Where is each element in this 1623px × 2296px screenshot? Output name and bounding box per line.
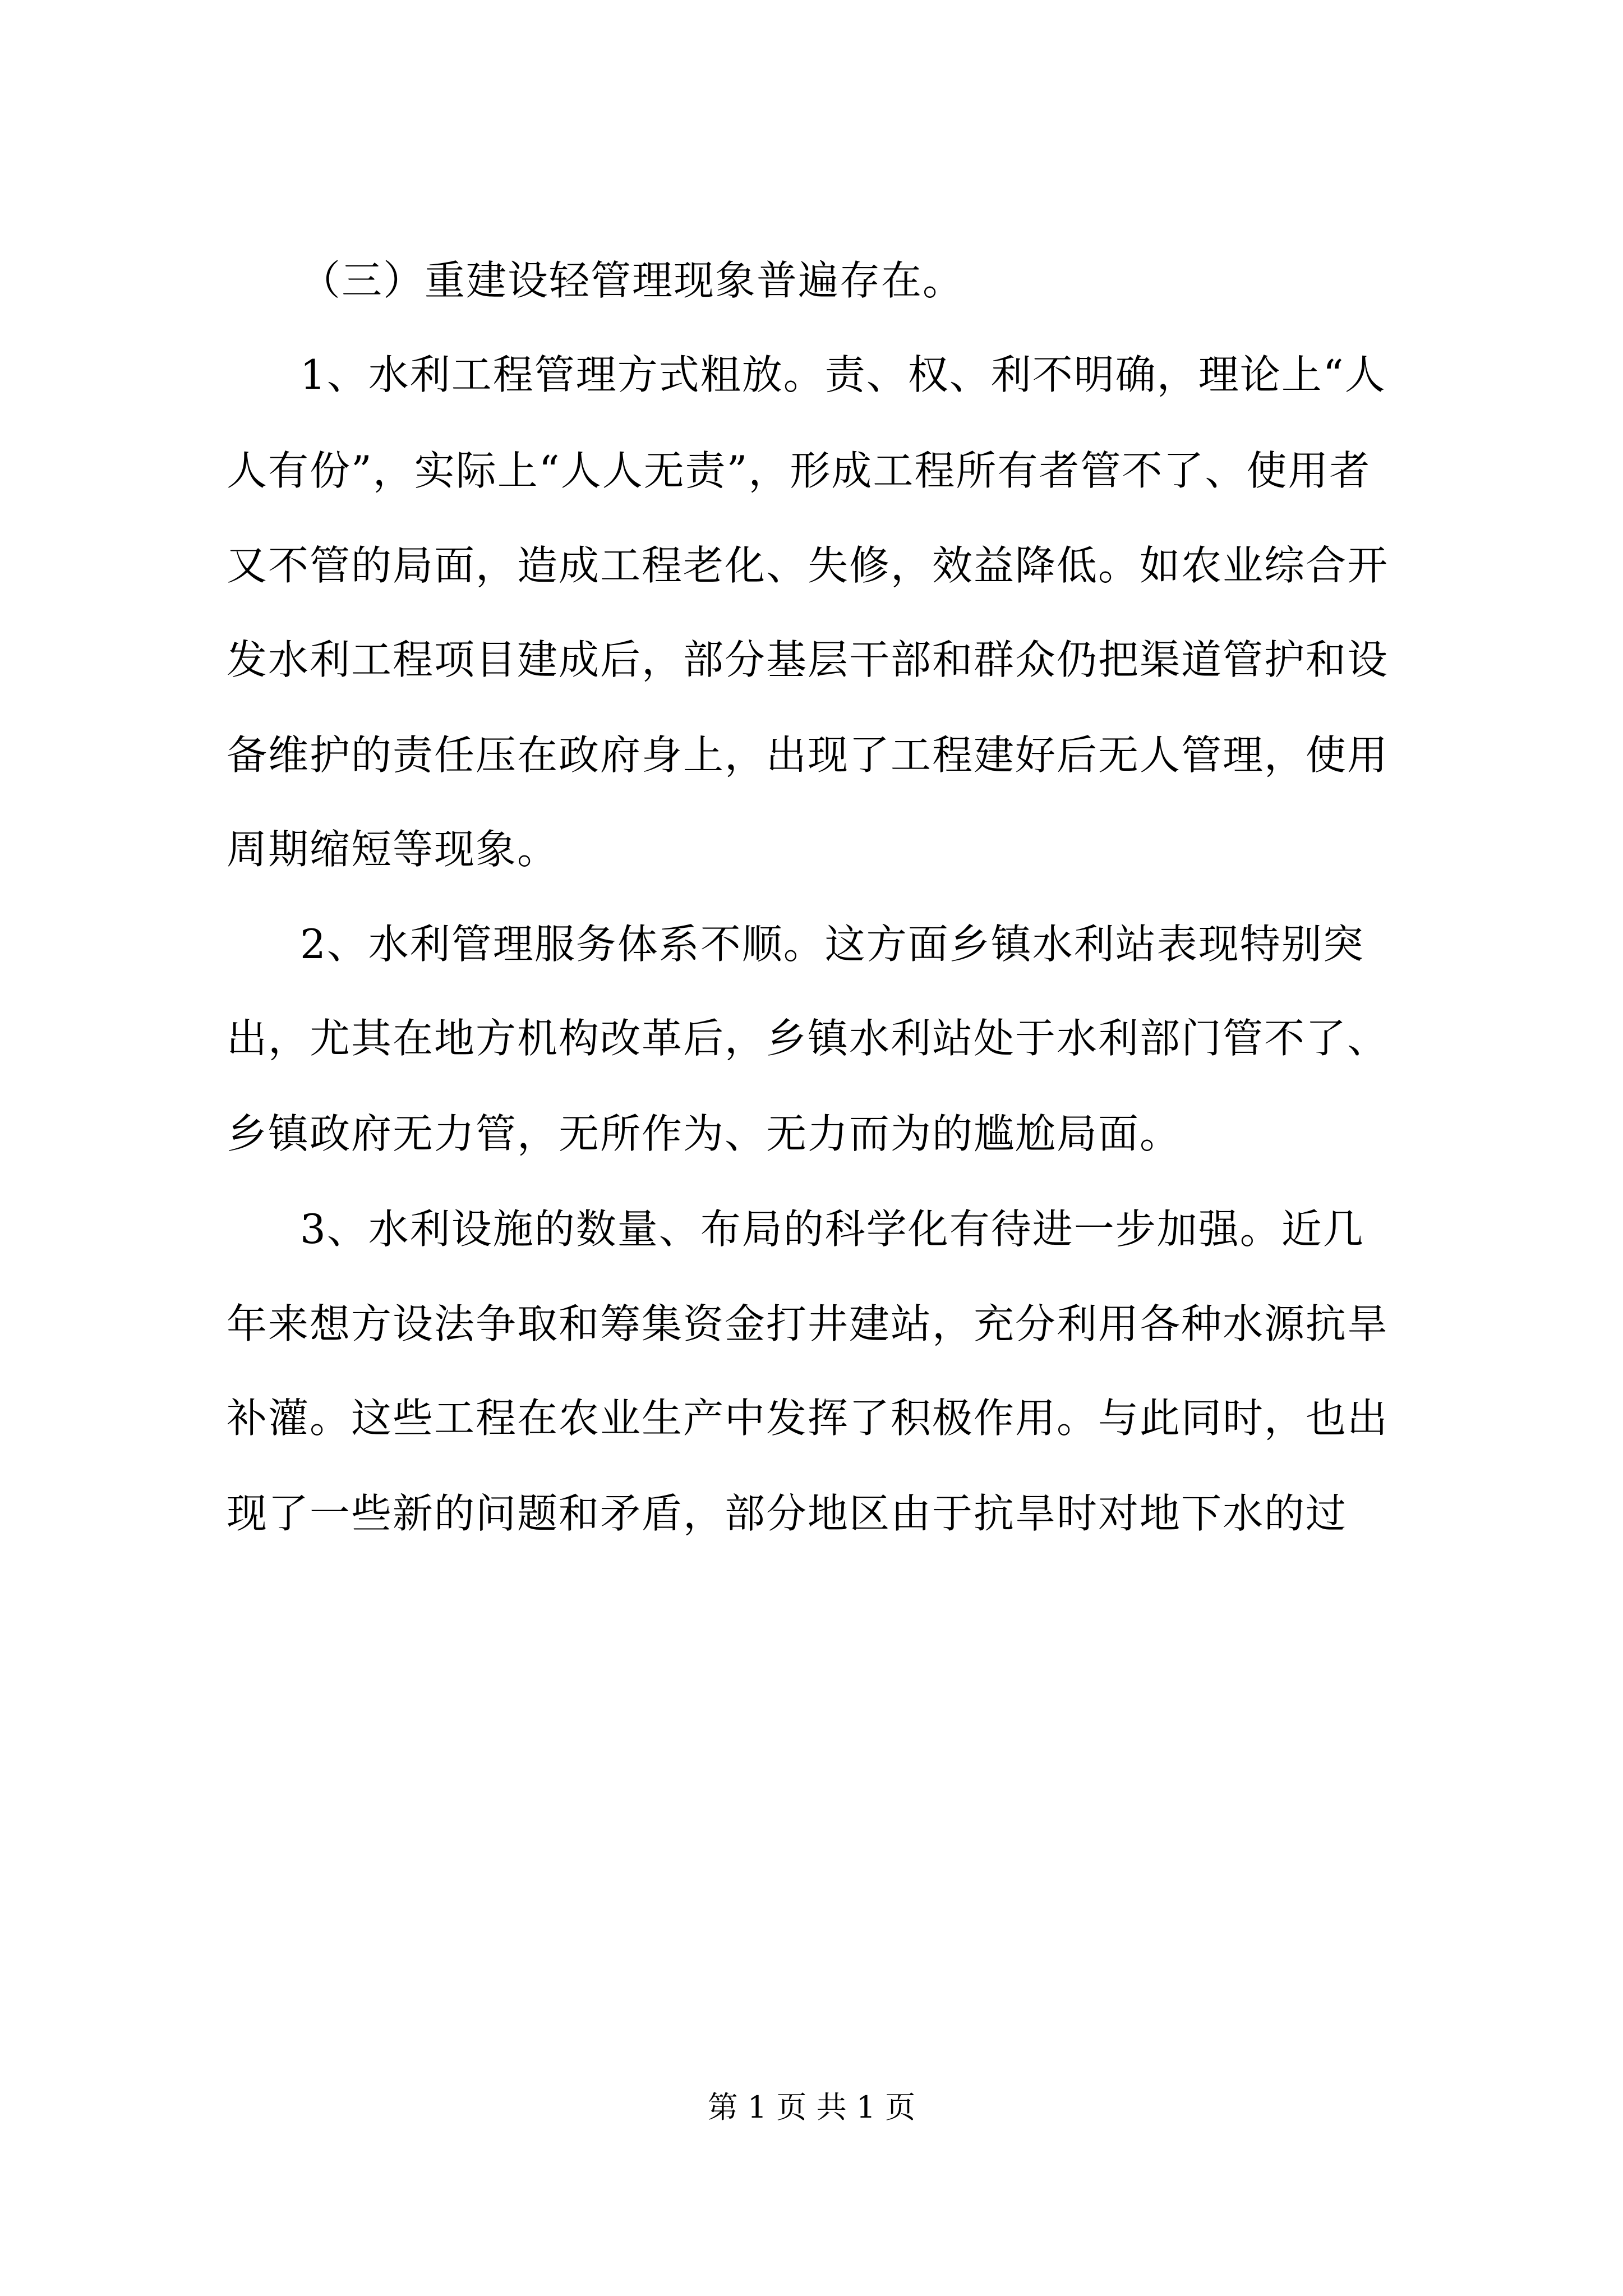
paragraph-line: 周期缩短等现象。 <box>227 826 559 873</box>
paragraph-line: 又不管的局面，造成工程老化、失修，效益降低。如农业综合开 <box>227 542 1389 589</box>
paragraph-line: 年来想方设法争取和筹集资金打井建站，充分利用各种水源抗旱 <box>227 1300 1389 1347</box>
paragraph-line: 备维护的责任压在政府身上，出现了工程建好后无人管理，使用 <box>227 731 1389 779</box>
paragraph-line: 人有份”，实际上“人人无责”，形成工程所有者管不了、使用者 <box>227 447 1371 494</box>
paragraph-line: 现了一些新的问题和矛盾，部分地区由于抗旱时对地下水的过 <box>227 1490 1348 1537</box>
paragraph-line: 出，尤其在地方机构改革后，乡镇水利站处于水利部门管不了、 <box>227 1015 1389 1062</box>
paragraph-line: 补灌。这些工程在农业生产中发挥了积极作用。与此同时，也出 <box>227 1395 1389 1442</box>
paragraph-line: 3、水利设施的数量、布局的科学化有待进一步加强。近几 <box>300 1205 1364 1253</box>
paragraph-line: 1、水利工程管理方式粗放。责、权、利不明确，理论上“人 <box>300 351 1386 398</box>
page-footer: 第 1 页 共 1 页 <box>707 2090 916 2125</box>
paragraph-line: 乡镇政府无力管，无所作为、无力而为的尴尬局面。 <box>227 1110 1182 1157</box>
paragraph-line: 2、水利管理服务体系不顺。这方面乡镇水利站表现特别突 <box>300 921 1364 968</box>
paragraph-line: 发水利工程项目建成后，部分基层干部和群众仍把渠道管护和设 <box>227 636 1389 683</box>
section-heading: （三）重建设轻管理现象普遍存在。 <box>300 257 965 304</box>
